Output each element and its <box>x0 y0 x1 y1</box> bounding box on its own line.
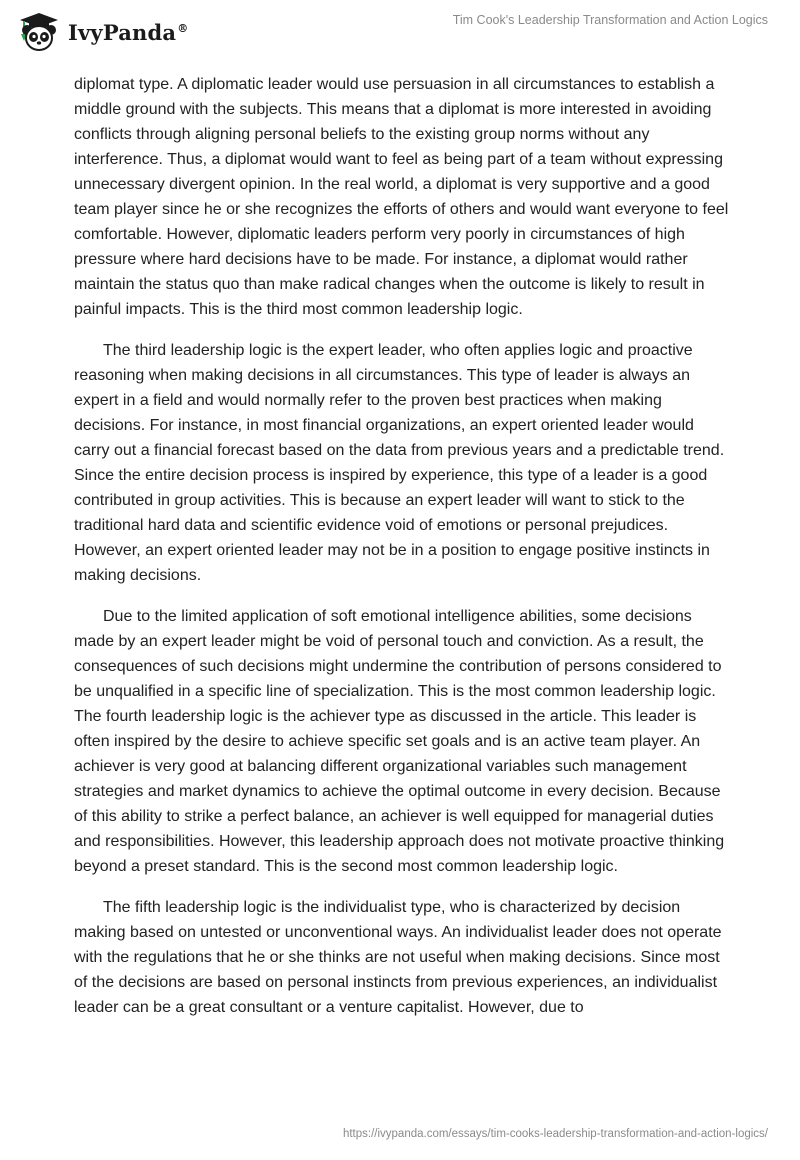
article-body <box>74 72 730 1036</box>
page-header <box>0 0 800 70</box>
brand-logo[interactable] <box>16 10 188 54</box>
document-title: Tim Cook's Leadership Transformation and Action Logics <box>452 13 768 27</box>
source-url[interactable]: https://ivypanda.com/essays/tim-cooks-leadership-transformation-and-action-logics/ <box>342 1128 768 1140</box>
paragraph: The third leadership logic is the expert leader, who often applies logic and proactive reasoning when making decisions in all circumstances. This type of leader is always an expert in a field and would normally refer to the proven best practices when making decisions. For instance, in most financial organizations, an expert oriented leader would carry out a financial forecast based on the data from previous years and a predictable trend. Since the entire decision process is inspired by experience, this type of a leader is a good contributed in group activities. This is because an expert leader will want to stick to the traditional hard data and scientific evidence void of emotions or personal prejudices. However, an expert oriented leader may not be in a position to engage positive instincts in making decisions. <box>74 342 725 584</box>
panda-graduate-icon <box>16 10 62 54</box>
paragraph: diplomat type. A diplomatic leader would use persuasion in all circumstances to establish a middle ground with the subjects. This means that a diplomat is more interested in avoiding conflicts through aligning personal beliefs to the existing group norms without any interference. Thus, a diplomat would want to feel as being part of a team without expressing unnecessary divergent opinion. In the real world, a diplomat is very supportive and a good team player since he or she recognizes the efforts of others and would want everyone to feel comfortable. However, diplomatic leaders perform very poorly in circumstances of high pressure where hard decisions have to be made. For instance, a diplomat would rather maintain the status quo than make radical changes when the outcome is likely to result in painful impacts. This is the third most common leadership logic. <box>74 76 729 318</box>
paragraph: The fifth leadership logic is the individualist type, who is characterized by decision making based on untested or unconventional ways. An individualist leader does not operate with the regulations that he or she thinks are not useful when making decisions. Since most of the decisions are based on personal instincts from previous experiences, an individualist leader can be a great consultant or a venture capitalist. However, due to <box>74 899 722 1016</box>
brand-name: IvyPanda® <box>68 19 189 45</box>
paragraph: Due to the limited application of soft emotional intelligence abilities, some decisions made by an expert leader might be void of personal touch and conviction. As a result, the consequences of such decisions might undermine the contribution of persons considered to be unqualified in a specific line of specialization. This is the most common leadership logic. The fourth leadership logic is the achiever type as discussed in the article. This leader is often inspired by the desire to achieve specific set goals and is an active team player. An achiever is very good at balancing different organizational variables such management strategies and market dynamics to achieve the optimal outcome in every decision. Because of this ability to strike a perfect balance, an achiever is well equipped for managerial duties and responsibilities. However, this leadership approach does not motivate proactive thinking beyond a preset standard. This is the second most common leadership logic. <box>74 608 725 875</box>
registered-mark: ® <box>177 21 189 35</box>
